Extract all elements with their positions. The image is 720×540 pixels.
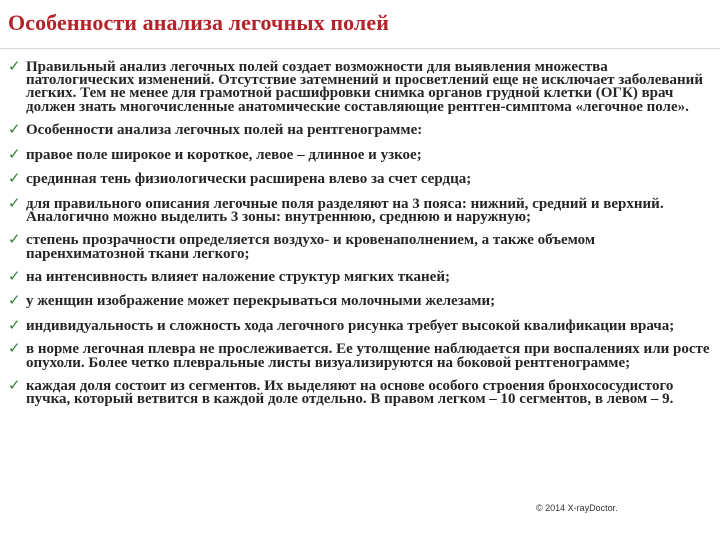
checkmark-icon: ✓: [8, 291, 21, 310]
bullet-text: Правильный анализ легочных полей создает возможности для выявления множества патологических изменений. Отсутствие затемнений и просветлений еще не исключает заболеваний легких. Тем не менее для грамотной расшифровки снимка органов грудной клетки (ОГК) врач должен знать многочисленные анатомические составляющие рентген-симптома «легочное поле».: [26, 59, 703, 115]
bullet-text: Особенности анализа легочных полей на рентгенограмме:: [26, 121, 423, 138]
bullet-text: индивидуальность и сложность хода легочного рисунка требует высокой квалификации врача;: [26, 318, 675, 335]
bullet-list: [8, 57, 713, 416]
checkmark-icon: ✓: [8, 230, 21, 249]
bullet-text: на интенсивность влияет наложение структур мягких тканей;: [26, 268, 450, 285]
slide-title: Особенности анализа легочных полей: [8, 10, 389, 35]
checkmark-icon: ✓: [8, 316, 21, 335]
bullet-item: [8, 375, 713, 407]
copyright-watermark: © 2014 X-rayDoctor.: [536, 503, 618, 513]
bullet-text: срединная тень физиологически расширена влево за счет сердца;: [26, 171, 472, 188]
bullet-item: [8, 193, 713, 226]
checkmark-icon: ✓: [8, 339, 21, 358]
bullet-item: [8, 169, 713, 188]
bullet-item: [8, 119, 713, 138]
bullet-item: [8, 266, 713, 285]
bullet-item: [8, 339, 713, 371]
bullet-item: [8, 316, 713, 335]
bullet-item: [8, 291, 713, 310]
checkmark-icon: ✓: [8, 169, 21, 188]
bullet-text: правое поле широкое и короткое, левое – длинное и узкое;: [26, 146, 422, 163]
bullet-text: в норме легочная плевра не прослеживается. Ее утолщение наблюдается при воспалениях или росте опухоли. Более четко плевральные листы визуализируются на боковой рентгенограмме;: [26, 341, 710, 371]
bullet-text: каждая доля состоит из сегментов. Их выделяют на основе особого строения бронхососудистого пучка, который ветвится в каждой доле отдельно. В правом легком – 10 сегментов, в левом – 9.: [26, 377, 674, 407]
bullet-item: [8, 57, 713, 115]
checkmark-icon: ✓: [8, 119, 21, 138]
checkmark-icon: ✓: [8, 375, 21, 394]
checkmark-icon: ✓: [8, 144, 21, 163]
bullet-text: степень прозрачности определяется воздухо- и кровенаполнением, а также объемом паренхиматозной ткани легкого;: [26, 232, 596, 262]
bullet-item: [8, 230, 713, 262]
bullet-text: для правильного описания легочные поля разделяют на 3 пояса: нижний, средний и верхний. Аналогично можно выделить 3 зоны: внутреннюю, среднюю и наружную;: [26, 195, 664, 226]
checkmark-icon: ✓: [8, 57, 21, 75]
checkmark-icon: ✓: [8, 193, 21, 212]
title-divider: [0, 48, 720, 49]
bullet-text: у женщин изображение может перекрываться молочными железами;: [26, 293, 496, 310]
checkmark-icon: ✓: [8, 266, 21, 285]
bullet-item: [8, 144, 713, 163]
